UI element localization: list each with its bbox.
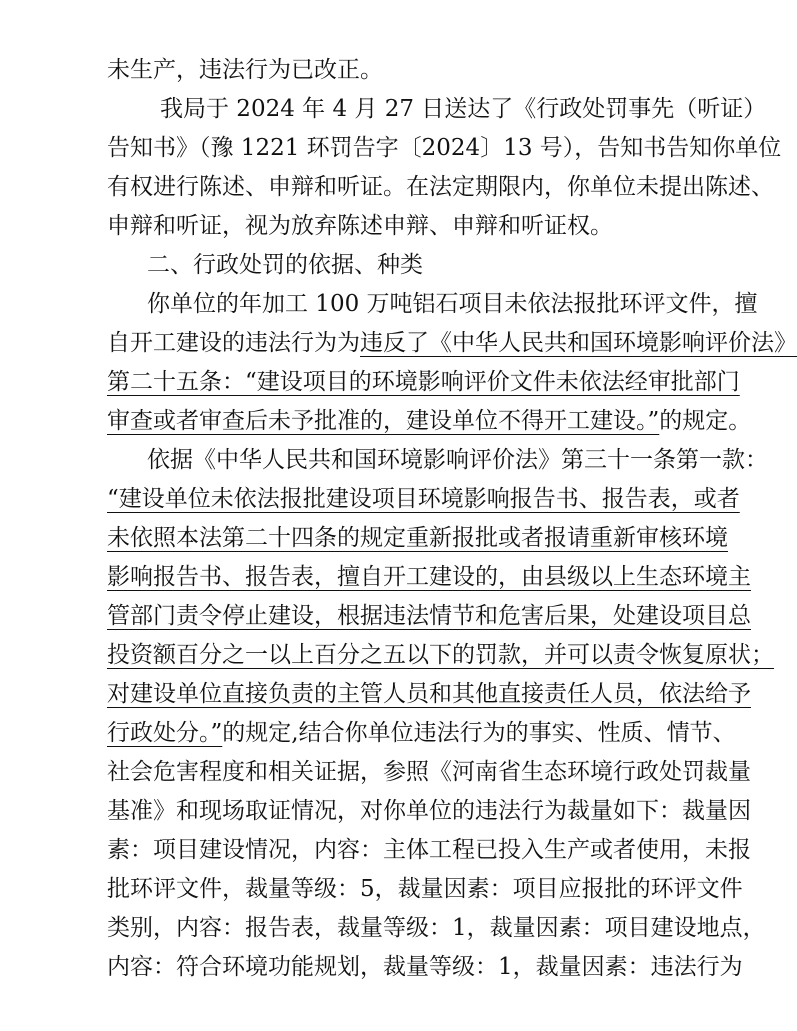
text-line: 类别，内容：报告表，裁量等级：1，裁量因素：项目建设地点， xyxy=(107,915,766,941)
underlined-text-line: 投资额百分之一以上百分之五以下的罚款，并可以责令恢复原状； xyxy=(107,642,774,668)
underlined-text: 行政处分。” xyxy=(107,720,223,746)
text-line: 你单位的年加工 100 万吨铝石项目未依法报批环评文件，擅 xyxy=(147,291,758,317)
text-line: 有权进行陈述、申辩和听证。在法定期限内，你单位未提出陈述、 xyxy=(107,174,774,200)
section-heading: 二、行政处罚的依据、种类 xyxy=(147,252,423,278)
underlined-text-line: 第二十五条：“建设项目的环境影响评价文件未依法经审批部门 xyxy=(107,369,740,395)
underlined-text: 违反了《中华人民共和国环境影响评价法》 xyxy=(360,330,797,356)
text-segment: 的规定。 xyxy=(659,408,752,434)
underlined-text-line: 未依照本法第二十四条的规定重新报批或者报请重新审核环境 xyxy=(107,525,728,551)
text-line: 素：项目建设情况，内容：主体工程已投入生产或者使用，未报 xyxy=(107,837,751,863)
underlined-text-line: 影响报告书、报告表，擅自开工建设的，由县级以上生态环境主 xyxy=(107,564,751,590)
underlined-text-line: “建设单位未依法报批建设项目环境影响报告书、报告表，或者 xyxy=(107,486,740,512)
text-segment: 自开工建设的违法行为为 xyxy=(107,330,360,356)
text-line xyxy=(107,325,797,361)
text-line xyxy=(107,715,736,751)
text-line: 依据《中华人民共和国环境影响评价法》第三十一条第一款： xyxy=(147,447,768,473)
text-line: 内容：符合环境功能规划，裁量等级：1，裁量因素：违法行为 xyxy=(107,954,743,980)
text-line: 申辩和听证，视为放弃陈述申辩、申辩和听证权。 xyxy=(107,213,613,239)
text-line: 我局于 2024 年 4 月 27 日送达了《行政处罚事先（听证） xyxy=(160,96,767,122)
text-line: 社会危害程度和相关证据，参照《河南省生态环境行政处罚裁量 xyxy=(107,759,751,785)
text-line xyxy=(107,403,752,439)
text-line: 基准》和现场取证情况，对你单位的违法行为裁量如下：裁量因 xyxy=(107,798,751,824)
underlined-text-line: 管部门责令停止建设，根据违法情节和危害后果，处建设项目总 xyxy=(107,603,751,629)
text-segment: 的规定,结合你单位违法行为的事实、性质、情节、 xyxy=(222,720,736,746)
text-line: 批环评文件，裁量等级：5，裁量因素：项目应报批的环评文件 xyxy=(107,876,743,902)
text-line: 告知书》（豫 1221 环罚告字〔2024〕13 号），告知书告知你单位 xyxy=(107,135,782,161)
underlined-text-line: 对建设单位直接负责的主管人员和其他直接责任人员，依法给予 xyxy=(107,681,751,707)
text-line: 未生产，违法行为已改正。 xyxy=(107,57,383,83)
underlined-text: 审查或者审查后未予批准的，建设单位不得开工建设。” xyxy=(107,408,660,434)
